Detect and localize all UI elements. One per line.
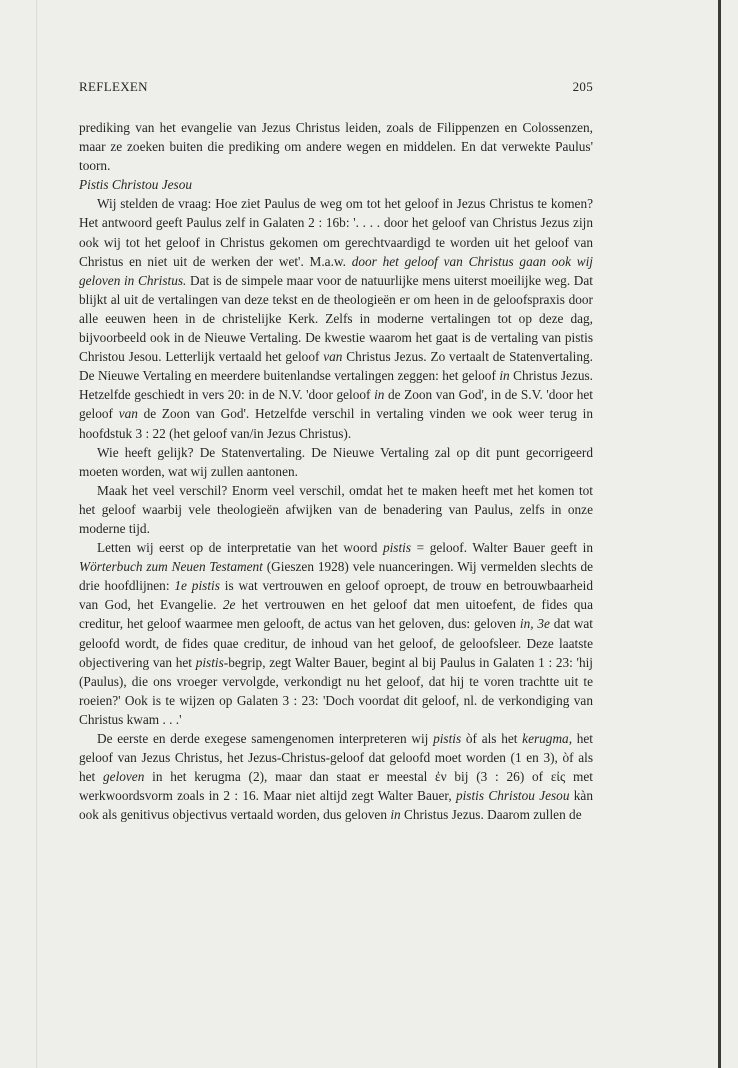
- paragraph-2: Wij stelden de vraag: Hoe ziet Paulus de weg om tot het geloof in Jezus Christus te komen? Het antwoord geeft Paulus zelf in Galaten 2 : 16b: '. . . . door het geloof van Christus Jezus zijn ook wij tot het geloof in Christus gekomen om gerechtvaardigd te worden uit het geloof van Christus en niet uit de werken der wet'. M.a.w. door het geloof van Christus gaan ook wij geloven in Christus. Dat is de simpele maar voor de natuurlijke mens uiterst moeilijke weg. Dat blijkt al uit de vertalingen van deze tekst en de theologieën er om heen in de geloofspraxis door alle eeuwen heen in de christelijke Kerk. Zelfs in moderne vertalingen tot op deze dag, bijvoorbeeld ook in de Nieuwe Vertaling. De kwestie waarom het gaat is de vertaling van pistis Christou Jesou. Letterlijk vertaald het geloof van Christus Jezus. Zo vertaalt de Statenvertaling. De Nieuwe Vertaling en meerdere buitenlandse vertalingen zeggen: het geloof in Christus Jezus. Hetzelfde geschiedt in vers 20: in de N.V. 'door geloof in de Zoon van God', in de S.V. 'door het geloof van de Zoon van God'. Hetzelfde verschil in vertaling vinden we ook weer terug in hoofdstuk 3 : 22 (het geloof van/in Jezus Christus).: [79, 196, 594, 441]
- paragraph-5: Letten wij eerst op de interpretatie van het woord pistis = geloof. Walter Bauer geeft in Wörterbuch zum Neuen Testament (Gieszen 1928) vele nuanceringen. Wij vermelden slechts de drie hoofdlijnen: 1e pistis is wat vertrouwen en geloof oproept, de trouw en betrouwbaarheid van God, het Evangelie. 2e het vertrouwen en het geloof dat men uitoefent, de fides qua creditur, het geloof waarmee men gelooft, de actus van het geloven, dus: geloven in, 3e dat wat geloofd wordt, de fides quae creditur, de inhoud van het geloof, de geloofsleer. Deze laatste objectivering van het pistis-begrip, zegt Walter Bauer, begint al bij Paulus in Galaten 1 : 23: 'hij (Paulus), die ons vroeger vervolgde, verkondigt nu het geloof, dat hij te voren trachtte uit te roeien?' Ook is te wijzen op Galaten 3 : 23: 'Doch voordat dit geloof, nl. de verkondiging van Christus kwam . . .': [79, 540, 594, 727]
- running-title: REFLEXEN: [79, 79, 148, 94]
- paragraph-6: De eerste en derde exegese samengenomen interpreteren wij pistis òf als het kerugma, het geloof van Jezus Christus, het Jezus-Christus-geloof dat geloofd moet worden (1 en 3), òf als het geloven in het kerugma (2), maar dan staat er meestal ἐν bij (3 : 26) of εἰς met werkwoordsvorm zoals in 2 : 16. Maar niet altijd zegt Walter Bauer, pistis Christou Jesou kàn ook als genitivus objectivus vertaald worden, dus geloven in Christus Jezus. Daarom zullen de: [79, 731, 593, 823]
- paragraph-3: Wie heeft gelijk? De Statenvertaling. De Nieuwe Vertaling zal op dit punt gecorrigeerd moeten worden, wat wij zullen aantonen.: [79, 444, 593, 479]
- running-header: [79, 79, 593, 95]
- page-right-edge: [718, 0, 721, 1068]
- paragraph-4: Maak het veel verschil? Enorm veel verschil, omdat het te maken heeft met het komen tot het geloof waarbij vele theologieën afwijken van de benadering van Paulus, zelfs in onze moderne tijd.: [79, 482, 593, 536]
- paragraph-1: prediking van het evangelie van Jezus Christus leiden, zoals de Filippenzen en Colossenzen, maar ze zoeken buiten die prediking om andere wegen en middelen. En dat verwekte Paulus' toorn.: [79, 120, 593, 174]
- page-left-edge: [36, 0, 38, 1068]
- body-text: [79, 118, 593, 824]
- page-number: 205: [572, 79, 593, 94]
- section-title: Pistis Christou Jesou: [79, 177, 193, 193]
